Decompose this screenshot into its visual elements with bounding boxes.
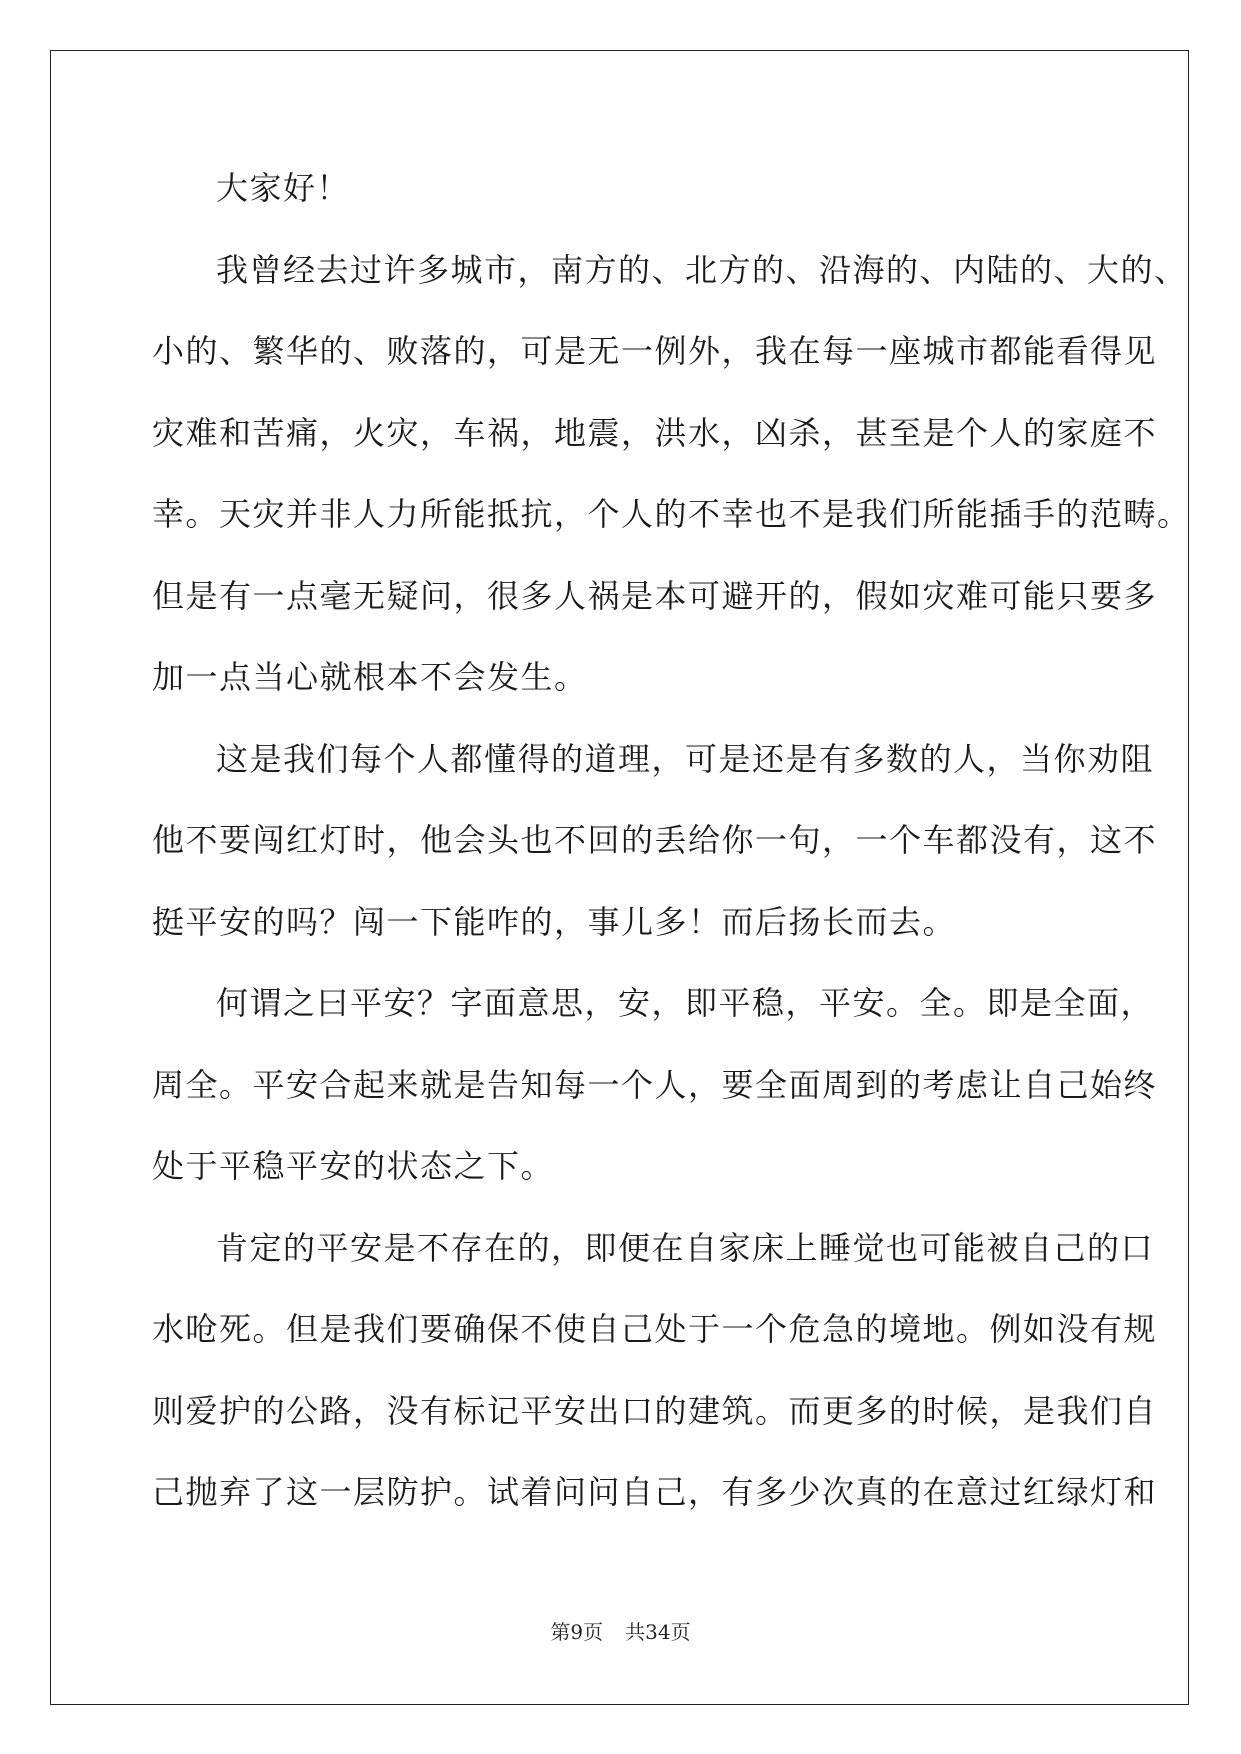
- page-footer: [0, 1616, 1241, 1645]
- page-total: 共34页: [625, 1620, 691, 1644]
- text-line: 但是有一点毫无疑问，很多人祸是本可避开的，假如灾难可能只要多: [152, 576, 1158, 615]
- text-line: 处于平稳平安的状态之下。: [152, 1147, 555, 1185]
- text-line: 幸。天灾并非人力所能抵抗，个人的不幸也不是我们所能插手的范畴。: [152, 495, 1191, 533]
- text-line: 小的、繁华的、败落的，可是无一例外，我在每一座城市都能看得见: [152, 332, 1158, 370]
- text-line: 挺平安的吗？闯一下能咋的，事儿多！而后扬长而去。: [152, 902, 957, 941]
- text-line: 他不要闯红灯时，他会头也不回的丢给你一句，一个车都没有，这不: [152, 821, 1158, 859]
- text-line: 则爱护的公路，没有标记平安出口的建筑。而更多的时候，是我们自: [152, 1391, 1158, 1430]
- text-line: 加一点当心就根本不会发生。: [152, 658, 588, 696]
- text-line: 何谓之曰平安？字面意思，安，即平稳，平安。全。即是全面，: [216, 984, 1155, 1022]
- text-line: 这是我们每个人都懂得的道理，可是还是有多数的人，当你劝阻: [216, 739, 1155, 778]
- text-line: 己抛弃了这一层防护。试着问问自己，有多少次真的在意过红绿灯和: [152, 1473, 1158, 1511]
- text-line: 大家好！: [216, 169, 351, 207]
- text-line: 我曾经去过许多城市，南方的、北方的、沿海的、内陆的、大的、: [216, 250, 1188, 289]
- text-line: 水呛死。但是我们要确保不使自己处于一个危急的境地。例如没有规: [152, 1310, 1158, 1348]
- document-body: [152, 158, 1191, 1544]
- page-number: 第9页: [550, 1620, 604, 1644]
- text-line: 灾难和苦痛，火灾，车祸，地震，洪水，凶杀，甚至是个人的家庭不: [152, 413, 1158, 452]
- text-line: 周全。平安合起来就是告知每一个人，要全面周到的考虑让自己始终: [152, 1065, 1158, 1104]
- text-line: 肯定的平安是不存在的，即便在自家床上睡觉也可能被自己的口: [216, 1228, 1155, 1267]
